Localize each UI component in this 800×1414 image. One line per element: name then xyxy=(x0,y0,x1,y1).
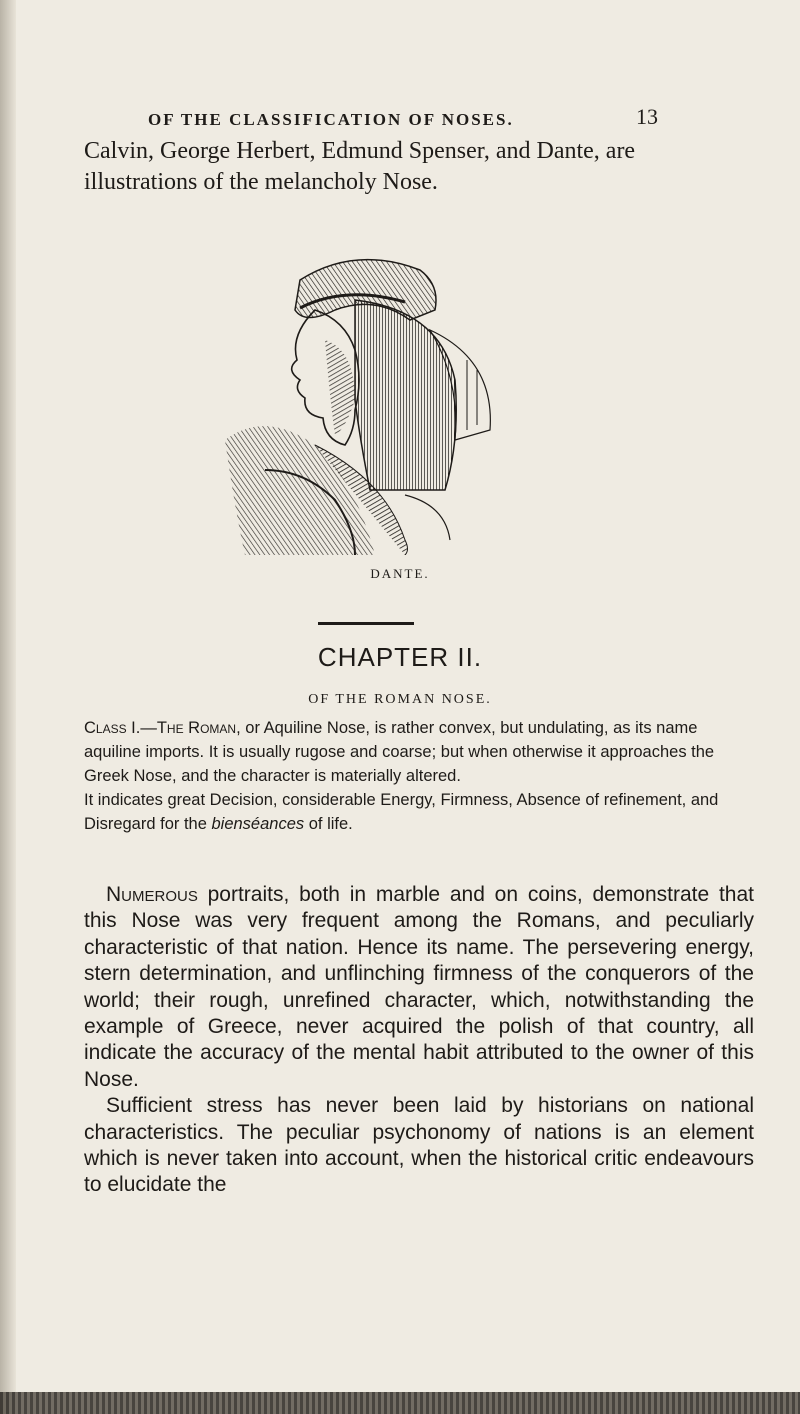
body-text xyxy=(84,882,754,1199)
paragraph-1-text: portraits, both in marble and on coins, demonstrate that this Nose was very frequent among the Romans, and peculiarly characteristic of that nation. Hence its name. The persevering energy, stern determination, and unflinching firmness of the conquerors of the world; their rough, unrefined character, which, notwithstanding the example of Greece, never acquired the polish of that country, all indicate the accuracy of the mental habit attributed to the owner of this Nose. xyxy=(84,883,754,1091)
dante-profile-engraving-icon xyxy=(205,240,535,555)
body-paragraph-2: Sufficient stress has never been laid by historians on national characteristics. The peculiar psychonomy of nations is an element which is never taken into account, when the historical critic endeavours to elucidate the xyxy=(84,1094,754,1197)
figure-caption: DANTE. xyxy=(370,566,430,581)
running-head: OF THE CLASSIFICATION OF NOSES. xyxy=(148,110,514,129)
body-paragraph-1 xyxy=(84,882,754,1093)
indication-italic: bienséances xyxy=(211,815,305,833)
indication-end: of life. xyxy=(304,815,353,833)
chapter-title: CHAPTER II. xyxy=(317,642,483,672)
class-description xyxy=(84,716,754,836)
page-bottom-edge xyxy=(0,1392,800,1414)
class-definition xyxy=(84,716,754,788)
class-label: Class I.—The Roman, xyxy=(84,719,241,737)
chapter-subtitle: OF THE ROMAN NOSE. xyxy=(308,692,492,707)
section-divider xyxy=(318,622,414,625)
paragraph-lead: Numerous xyxy=(106,883,198,906)
class-indication xyxy=(84,788,754,836)
page-number: 13 xyxy=(636,104,658,129)
intro-paragraph: Calvin, George Herbert, Edmund Spenser, and Dante, are illustrations of the melancholy Nose. xyxy=(84,138,636,195)
indication-start: It indicates great Decision, considerable Energy, Firmness, Absence of refinement, and Disregard for the xyxy=(84,791,719,833)
class-definition-text: or Aquiline Nose, is rather convex, but undulating, as its name aquiline imports. It is usually rugose and coarse; but when otherwise it approaches the Greek Nose, and the character is materially altered. xyxy=(84,719,715,785)
